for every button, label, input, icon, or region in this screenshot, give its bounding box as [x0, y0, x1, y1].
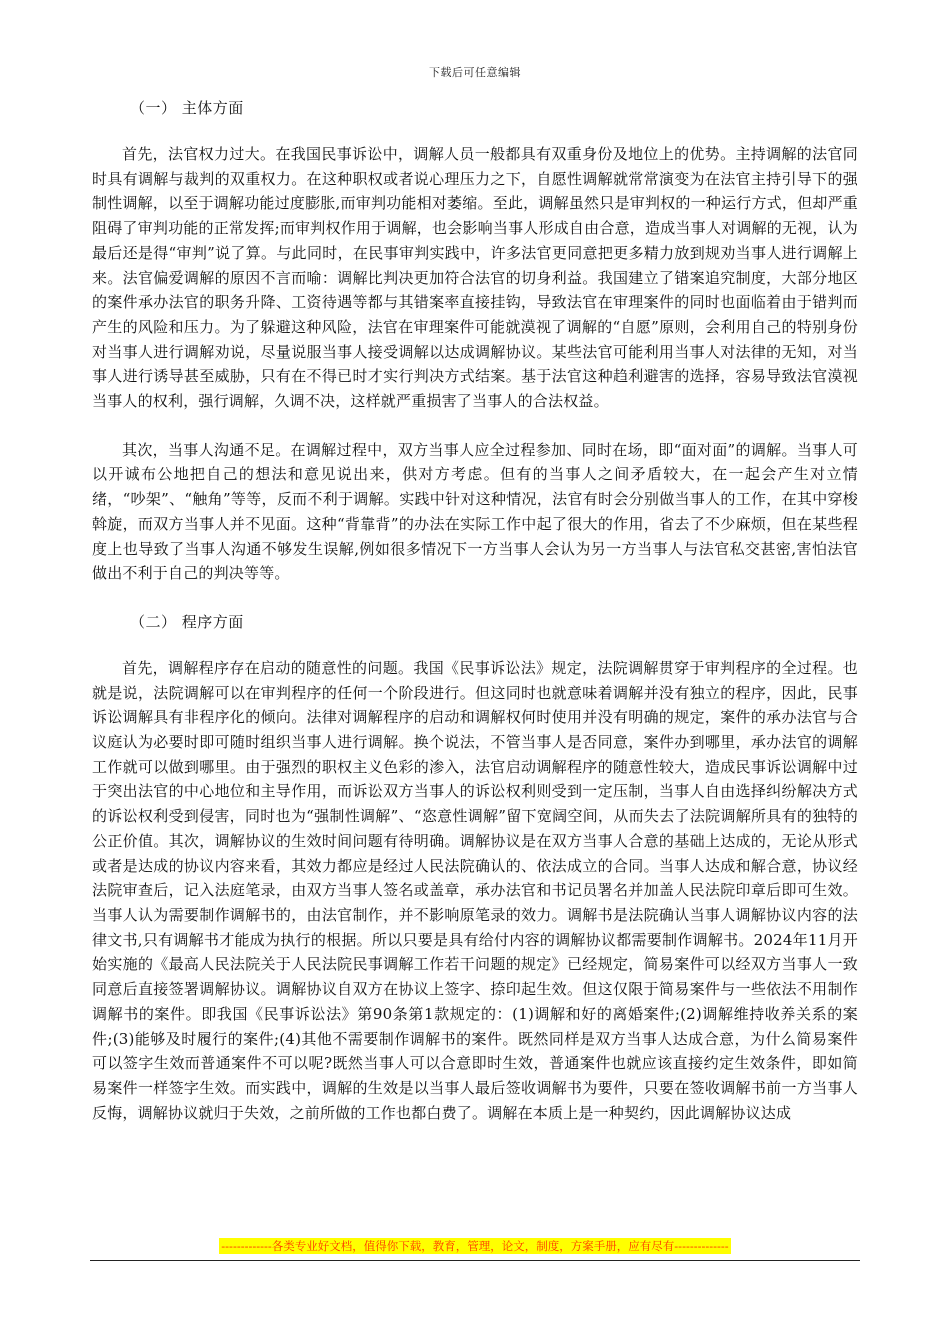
footer-divider — [90, 1260, 860, 1261]
paragraph: 其次，当事人沟通不足。在调解过程中，双方当事人应全过程参加、同时在场，即“面对面”的调解。当事人可以开诚布公地把自己的想法和意见说出来，供对方考虑。但有的当事人之间矛盾较大，在一起会产生对立情绪，“吵架”、“触角”等等，反而不利于调解。实践中针对这种情况，法官有时会分别做当事人的工作，在其中穿梭斡旋，而双方当事人并不见面。这种“背靠背”的办法在实际工作中起了很大的作用，省去了不少麻烦，但在某些程度上也导致了当事人沟通不够发生误解,例如很多情况下一方当事人会认为另一方当事人与法官私交甚密,害怕法官做出不利于自己的判决等等。 — [92, 440, 858, 583]
footer-banner — [0, 1238, 950, 1254]
page-header: 下载后可任意编辑 — [429, 66, 521, 79]
footer-banner-text: -------------各类专业好文档，值得你下载，教育，管理，论文，制度，方案手册，应有尽有-------------- — [221, 1239, 729, 1253]
section-procedure — [92, 610, 858, 1125]
section-heading: （一） 主体方面 — [130, 99, 244, 117]
paragraph: 首先，法官权力过大。在我国民事诉讼中，调解人员一般都具有双重身份及地位上的优势。主持调解的法官同时具有调解与裁判的双重权力。在这种职权或者说心理压力之下，自愿性调解就常常演变为在法官主持引导下的强制性调解，以至于调解功能过度膨胀,而审判功能相对萎缩。至此，调解虽然只是审判权的一种运行方式，但却严重阻碍了审判功能的正常发挥;而审判权作用于调解，也会影响当事人形成自由合意，造成当事人对调解的无视，认为最后还是得“审判”说了算。与此同时，在民事审判实践中，许多法官更同意把更多精力放到规劝当事人进行调解上来。法官偏爱调解的原因不言而喻：调解比判决更加符合法官的切身利益。我国建立了错案追究制度，大部分地区的案件承办法官的职务升降、工资待遇等都与其错案率直接挂钩，导致法官在审理案件的同时也面临着由于错判而产生的风险和压力。为了躲避这种风险，法官在审理案件可能就漠视了调解的“自愿”原则，会利用自己的特别身份对当事人进行调解劝说，尽量说服当事人接受调解以达成调解协议。某些法官可能利用当事人对法律的无知，对当事人进行诱导甚至威胁，只有在不得已时才实行判决方式结案。基于法官这种趋利避害的选择，容易导致法官漠视当事人的权利，强行调解，久调不决，这样就严重损害了当事人的合法权益。 — [92, 145, 858, 411]
section-subject — [92, 96, 858, 586]
section-heading: （二） 程序方面 — [130, 612, 244, 631]
paragraph: 首先，调解程序存在启动的随意性的问题。我国《民事诉讼法》规定，法院调解贯穿于审判程序的全过程。也就是说，法院调解可以在审判程序的任何一个阶段进行。但这同时也就意味着调解并没有独立的程序，因此，民事诉讼调解具有非程序化的倾向。法律对调解程序的启动和调解权何时使用并没有明确的规定，案件的承办法官与合议庭认为必要时即可随时组织当事人进行调解。换个说法，不管当事人是否同意，案件办到哪里，承办法官的调解工作就可以做到哪里。由于强烈的职权主义色彩的渗入，法官启动调解程序的随意性较大，造成民事诉讼调解中过于突出法官的中心地位和主导作用，而诉讼双方当事人的诉讼权利则受到一定压制，当事人自由选择纠纷解决方式的诉讼权利受到侵害，同时也为“强制性调解”、“恣意性调解”留下宽阔空间，从而失去了法院调解所具有的独特的公正价值。其次，调解协议的生效时间问题有待明确。调解协议是在双方当事人合意的基础上达成的，无论从形式或者是达成的协议内容来看，其效力都应是经过人民法院确认的、依法成立的合同。当事人达成和解合意，协议经法院审查后，记入法庭笔录，由双方当事人签名或盖章，承办法官和书记员署名并加盖人民法院印章后即可生效。当事人认为需要制作调解书的，由法官制作，并不影响原笔录的效力。调解书是法院确认当事人调解协议内容的法律文书,只有调解书才能成为执行的根据。所以只要是具有给付内容的调解协议都需要制作调解书。2024年11月开始实施的《最高人民法院关于人民法院民事调解工作若干问题的规定》已经规定，简易案件可以经双方当事人一致同意后直接签署调解协议。调解协议自双方在协议上签字、捺印起生效。但这仅限于简易案件与一些依法不用制作调解书的案件。即我国《民事诉讼法》第90条第1款规定的：(1)调解和好的离婚案件;(2)调解维持收养关系的案件;(3)能够及时履行的案件;(4)其他不需要制作调解书的案件。既然同样是双方当事人达成合意，为什么简易案件可以签字生效而普通案件不可以呢?既然当事人可以合意即时生效，普通案件也就应该直接约定生效条件，即如简易案件一样签字生效。而实践中，调解的生效是以当事人最后签收调解书为要件，只要在签收调解书前一方当事人反悔，调解协议就归于失效，之前所做的工作也都白费了。调解在本质上是一种契约，因此调解协议达成 — [92, 658, 858, 1122]
document-body — [92, 96, 858, 1125]
